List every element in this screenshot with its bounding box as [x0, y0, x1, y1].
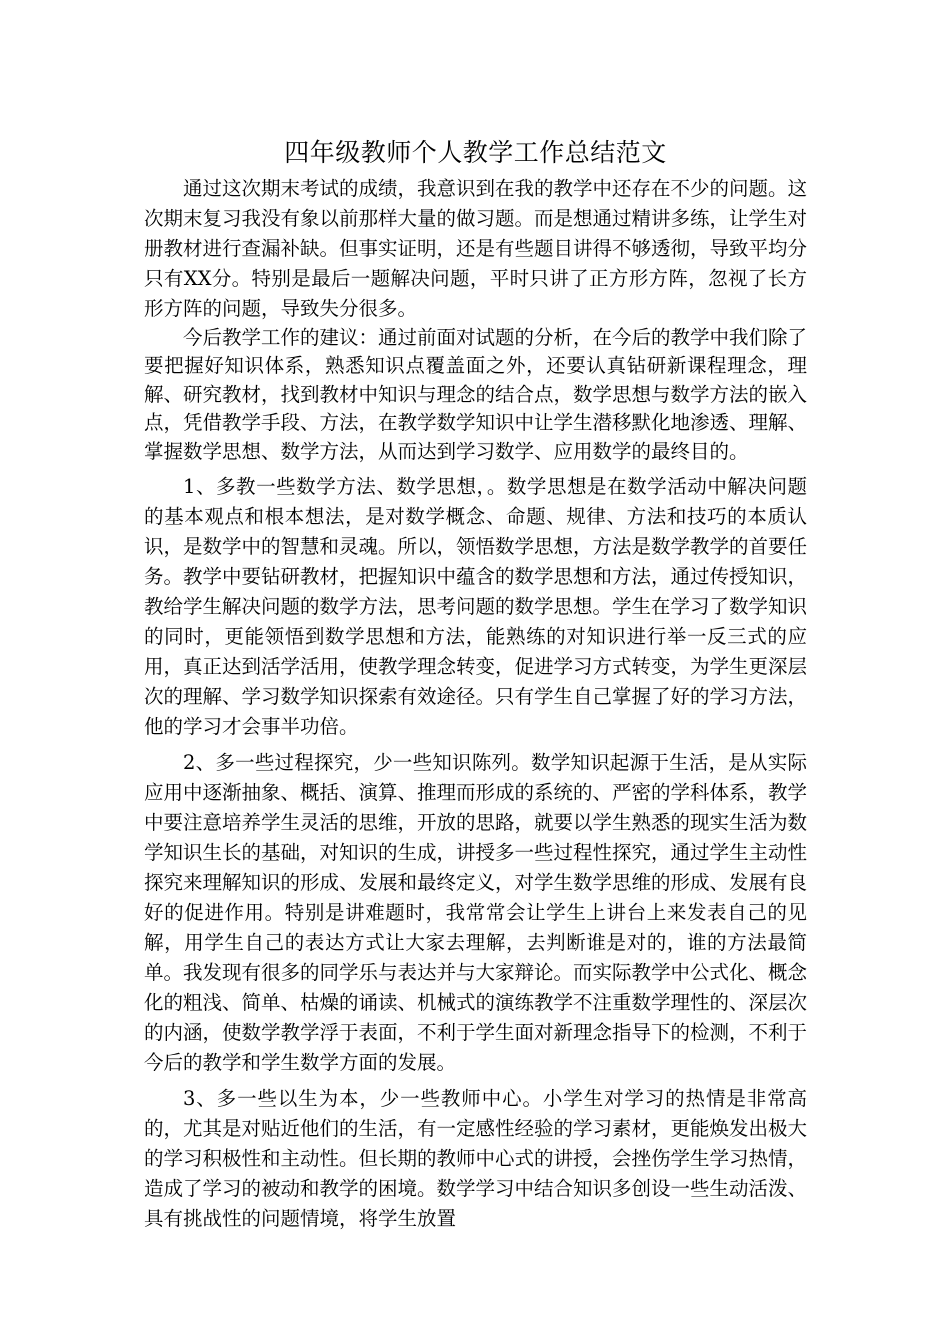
paragraph-point-2: 2、多一些过程探究，少一些知识陈列。数学知识起源于生活，是从实际应用中逐渐抽象、概括、演算、推理而形成的系统的、严密的学科体系，教学中要注意培养学生灵活的思维，开放的思路，就要以学生熟悉的现实生活为数学知识生长的基础，对知识的生成，讲授多一些过程性探究，通过学生主动性探究来理解知识的形成、发展和最终定义，对学生数学思维的形成、发展有良好的促进作用。特别是讲难题时，我常常会让学生上讲台上来发表自己的见解，用学生自己的表达方式让大家去理解，去判断谁是对的，谁的方法最简单。我发现有很多的同学乐与表达并与大家辩论。而实际教学中公式化、概念化的粗浅、简单、枯燥的诵读、机械式的演练教学不注重数学理性的、深层次的内涵，使数学教学浮于表面，不利于学生面对新理念指导下的检测，不利于今后的教学和学生数学方面的发展。	[144, 751, 808, 1075]
document-page	[144, 134, 807, 1234]
paragraph-point-1: 1、多教一些数学方法、数学思想，。数学思想是在数学活动中解决问题的基本观点和根本想法，是对数学概念、命题、规律、方法和技巧的本质认识，是数学中的智慧和灵魂。所以，领悟数学思想，方法是数学教学的首要任务。教学中要钻研教材，把握知识中蕴含的数学思想和方法，通过传授知识，教给学生解决问题的数学方法，思考问题的数学思想。学生在学习了数学知识的同时，更能领悟到数学思想和方法，能熟练的对知识进行举一反三式的应用，真正达到活学活用，使教学理念转变，促进学习方式转变，为学生更深层次的理解、学习数学知识探索有效途径。只有学生自己掌握了好的学习方法，他的学习才会事半功倍。	[144, 475, 808, 739]
paragraph-point-3: 3、多一些以生为本，少一些教师中心。小学生对学习的热情是非常高的，尤其是对贴近他们的生活，有一定感性经验的学习素材，更能焕发出极大的学习积极性和主动性。但长期的教师中心式的讲授，会挫伤学生学习热情，造成了学习的被动和教学的困境。数学学习中结合知识多创设一些生动活泼、具有挑战性的问题情境，将学生放置	[144, 1087, 808, 1231]
paragraph-exam-reflection: 通过这次期末考试的成绩，我意识到在我的教学中还存在不少的问题。这次期末复习我没有象以前那样大量的做习题。而是想通过精讲多练，让学生对册教材进行查漏补缺。但事实证明，还是有些题目讲得不够透彻，导致平均分只有XX分。特别是最后一题解决问题，平时只讲了正方形方阵，忽视了长方形方阵的问题，导致失分很多。	[144, 177, 808, 320]
document-title: 四年级教师个人教学工作总结范文	[284, 138, 667, 167]
paragraph-teaching-suggestions: 今后教学工作的建议：通过前面对试题的分析，在今后的教学中我们除了要把握好知识体系，熟悉知识点覆盖面之外，还要认真钻研新课程理念，理解、研究教材，找到教材中知识与理念的结合点，数学思想与数学方法的嵌入点，凭借教学手段、方法，在教学数学知识中让学生潜移默化地渗透、理解、掌握数学思想、数学方法，从而达到学习数学、应用数学的最终目的。	[144, 326, 808, 463]
